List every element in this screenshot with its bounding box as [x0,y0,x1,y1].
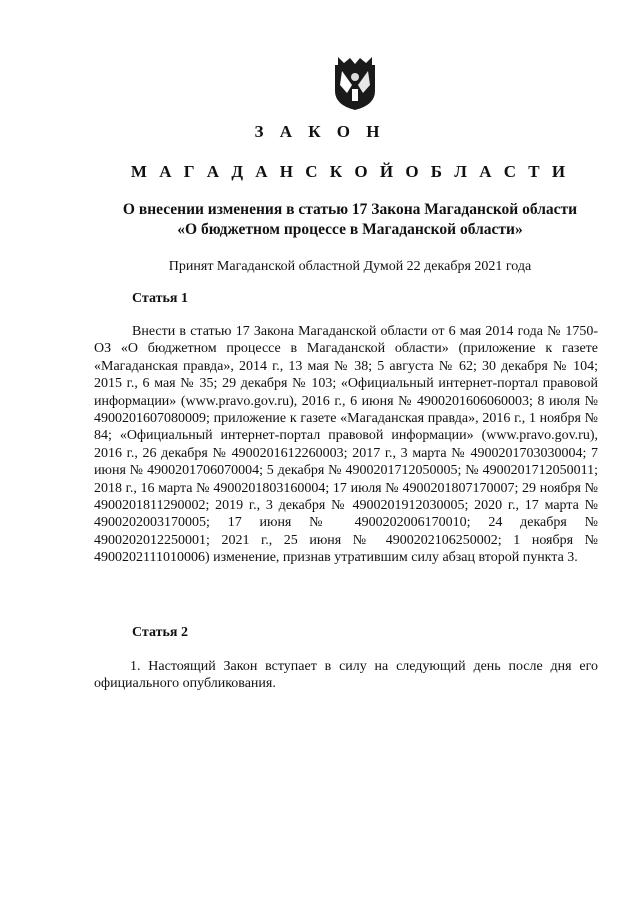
region-title: М А Г А Д А Н С К О Й О Б Л А С Т И [130,162,570,181]
adoption-note: Принят Магаданской областной Думой 22 декабря 2021 года [168,259,532,274]
subtitle-line-2: «О бюджетном процессе в Магаданской области» [177,221,523,238]
document-type-title: З А К О Н [254,122,386,141]
article-1-heading: Статья 1 [132,291,188,306]
article-2-heading: Статья 2 [132,625,188,640]
coat-of-arms-emblem [332,55,378,111]
article-1-text: Внести в статью 17 Закона Магаданской области от 6 мая 2014 года № 1750-ОЗ «О бюджетном процессе в Магаданской области» (приложение к газете «Магаданская правда», 2014 г., 13 мая № 38; 5 августа № 62; 30 декабря № 104; 2015 г., 6 мая № 35; 29 декабря № 103; «Официальный интернет-портал правовой информации» (www.pravo.gov.ru), 2016 г., 6 июня № 4900201606060003; 8 июля № 4900201607080009; приложение к газете «Магаданская правда», 2016 г., 1 ноября № 84; «Официальный интернет-портал правовой информации» (www.pravo.gov.ru), 2016 г., 26 декабря № 4900201612260003; 2017 г., 3 марта № 4900201703030004; 7 июня № 4900201706070004; 5 декабря № 4900201712050005; № 4900201712050011; 2018 г., 16 марта № 4900201803160004; 17 июля № 4900201807170007; 29 ноября № 4900201811290002; 2019 г., 3 декабря № 4900201912030005; 2020 г., 17 марта № 4900202003170005; 17 июня № 4900202006170010; 24 декабря № 4900202012250001; 2021 г., 25 июня № 4900202106250002; 1 ноября № 4900202111010006) изменение, признав утратившим силу абзац второй пункта 3. [94,324,598,566]
law-subtitle [90,200,610,240]
subtitle-line-1: О внесении изменения в статью 17 Закона Магаданской области [122,201,578,218]
article-2-text: 1. Настоящий Закон вступает в силу на следующий день после дня его официального опубликования. [94,659,598,692]
